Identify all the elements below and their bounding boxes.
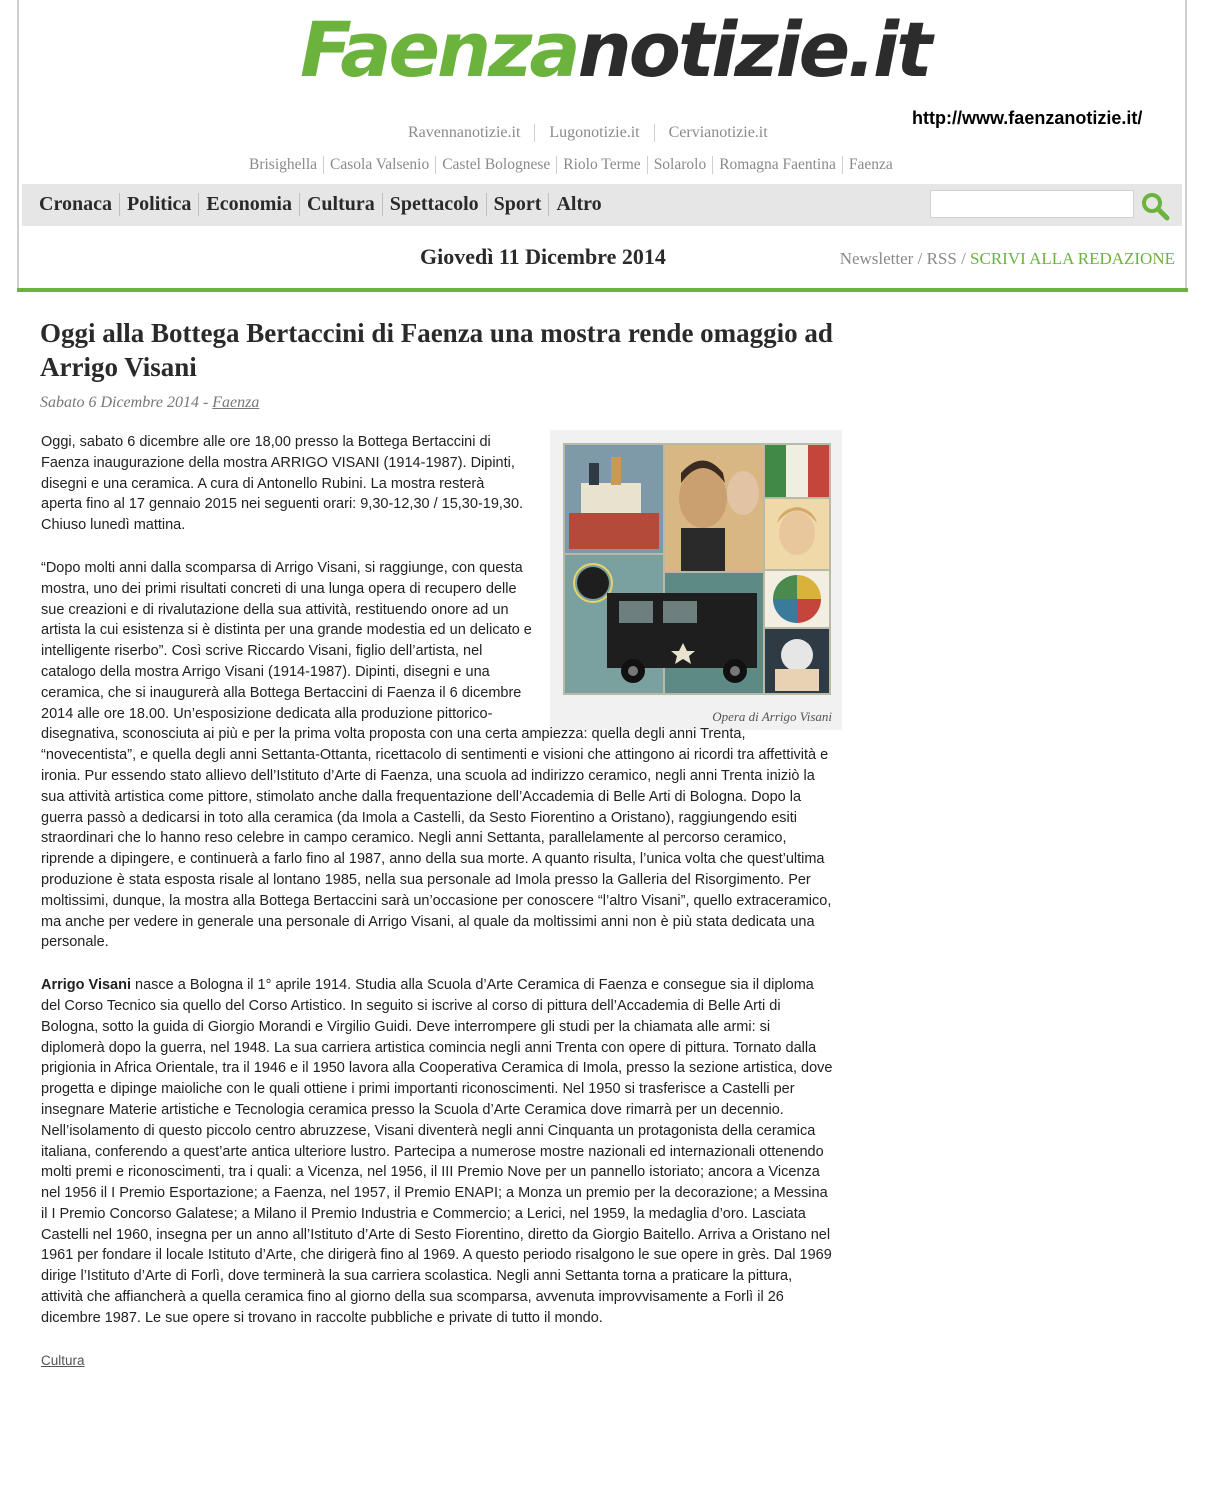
- bio-name: Arrigo Visani: [41, 977, 131, 994]
- sister-site-link[interactable]: Lugonotizie.it: [535, 124, 654, 142]
- sister-sites: [408, 124, 782, 142]
- logo-notizie: notizie.it: [577, 5, 930, 94]
- article-title: Oggi alla Bottega Bertaccini di Faenza una mostra rende omaggio ad Arrigo Visani: [40, 318, 833, 382]
- site-url: http://www.faenzanotizie.it/: [912, 108, 1143, 128]
- sister-site-link[interactable]: Ravennanotizie.it: [408, 124, 535, 142]
- link-separator: /: [956, 249, 971, 268]
- local-site-link[interactable]: Riolo Terme: [557, 156, 647, 174]
- local-site-link[interactable]: Castel Bolognese: [436, 156, 557, 174]
- header-divider: [17, 288, 1188, 292]
- article-category-link[interactable]: Cultura: [41, 1352, 85, 1368]
- link-separator: /: [913, 249, 927, 268]
- article-date: Sabato 6 Dicembre 2014: [40, 394, 199, 411]
- main-nav: [39, 193, 609, 216]
- current-date: Giovedì 11 Dicembre 2014: [420, 244, 666, 269]
- nav-item-economia[interactable]: Economia: [199, 193, 300, 216]
- local-site-link[interactable]: Solarolo: [648, 156, 714, 174]
- article-section-link[interactable]: Faenza: [212, 394, 260, 411]
- site-logo[interactable]: [300, 5, 930, 94]
- nav-item-sport[interactable]: Sport: [487, 193, 550, 216]
- nav-item-altro[interactable]: Altro: [556, 193, 602, 215]
- local-site-link[interactable]: Romagna Faentina: [713, 156, 843, 174]
- article-body: [41, 432, 835, 1371]
- search-button[interactable]: [1140, 191, 1170, 221]
- nav-item-cronaca[interactable]: Cronaca: [39, 193, 120, 216]
- top-links: [840, 249, 1175, 269]
- local-sites: [249, 156, 899, 174]
- article-paragraph-intro: Oggi, sabato 6 dicembre alle ore 18,00 presso la Bottega Bertaccini di Faenza inaugurazione della mostra ARRIGO VISANI (1914-1987). Dipinti, disegni e una ceramica. A cura di Antonello Rubini. La mostra resterà aperta fino al 17 gennaio 2015 nei seguenti orari: 9,30-12,30 / 15,30-19,30. Chiuso lunedì mattina.: [41, 434, 524, 534]
- meta-separator: -: [198, 394, 213, 411]
- nav-item-politica[interactable]: Politica: [120, 193, 199, 216]
- search-icon: [1140, 191, 1170, 221]
- newsletter-link[interactable]: Newsletter: [839, 249, 914, 268]
- nav-item-spettacolo[interactable]: Spettacolo: [383, 193, 487, 216]
- main-nav-bar: [22, 184, 1182, 226]
- article-paragraph-bio: [41, 975, 835, 1329]
- local-site-link[interactable]: Faenza: [848, 156, 893, 173]
- article-meta: [40, 394, 259, 412]
- logo-faenza: Faenza: [300, 5, 578, 94]
- search-input[interactable]: [930, 190, 1134, 218]
- local-site-link[interactable]: Brisighella: [249, 156, 324, 174]
- nav-item-cultura[interactable]: Cultura: [300, 193, 383, 216]
- image-caption: Opera di Arrigo Visani: [712, 709, 832, 724]
- article-paragraph-main: “Dopo molti anni dalla scomparsa di Arrigo Visani, si raggiunge, con questa mostra, uno dei primi risultati concreti di una lunga opera di recupero delle sue creazioni e di rivalutazione della sua attività, restituendo onore ad un artista la cui esistenza si è distinta per una grande modestia ed un delicato e intelligente riserbo”. Così scrive Riccardo Visani, figlio dell’artista, nel catalogo della mostra Arrigo Visani (1914-1987). Dipinti, disegni e una ceramica, che si inaugurerà alla Bottega Bertaccini di Faenza il 6 dicembre 2014 alle ore 18.00. Un’esposizione dedicata alla produzione pittorico-disegnativa, sconosciuta ai più e per la prima volta proposta con una certa ampiezza: quella degli anni Trenta, “novecentista”, e quella degli anni Settanta-Ottanta, ricettacolo di sentimenti e visioni che attingono ai ricordi tra affettività e ironia. Pur essendo stato allievo dell’Istituto d’Arte di Faenza, una scuola ad indirizzo ceramico, negli anni Trenta iniziò la sua attività artistica come pittore, stimolato anche dalla frequentazione dell’Accademia di Belle Arti di Bologna. Dopo la guerra passò a dedicarsi in toto alla ceramica (da Imola a Castelli, da Sesto Fiorentino a Oristano), raggiungendo esiti straordinari che lo hanno reso celebre in campo ceramico. Negli anni Settanta, parallelamente al percorso ceramico, riprende a dipingere, e continuerà a farlo fino al 1987, anno della sua morte. A quanto risulta, l’unica volta che quest’ultima produzione è stata esposta risale al lontano 1985, nella sua personale ad Imola presso la Galleria del Risorgimento. Per moltissimi, dunque, la mostra alla Bottega Bertaccini sarà un’occasione per conoscere “l’altro Visani”, quello extraceramico, ma anche per vedere in generale una personale di Arrigo Visani, al quale da moltissimi anni non è più stata dedicata una personale.: [41, 559, 832, 951]
- sister-site-link[interactable]: Cervianotizie.it: [668, 124, 768, 141]
- local-site-link[interactable]: Casola Valsenio: [324, 156, 436, 174]
- write-to-editorial-link[interactable]: SCRIVI ALLA REDAZIONE: [970, 249, 1175, 268]
- bio-text: nasce a Bologna il 1° aprile 1914. Studia alla Scuola d’Arte Ceramica di Faenza e consegue sia il diploma del Corso Tecnico sia quello del Corso Artistico. In seguito si iscrive al corso di pittura dell’Accademia di Belle Arti di Bologna, sotto la guida di Giorgio Morandi e Virgilio Guidi. Deve interrompere gli studi per la chiamata alle armi: si diplomerà dopo la guerra, nel 1948. La sua carriera artistica comincia negli anni Trenta con opere di pittura. Tornato dalla prigionia in Africa Orientale, tra il 1946 e il 1950 lavora alla Cooperativa Ceramica di Imola, presso la sezione artistica, dove progetta e dipinge maioliche con le quali ottiene i primi importanti riconoscimenti. Nel 1950 si trasferisce a Castelli per insegnare Materie artistiche e Tecnologia ceramica presso la Scuola d’Arte Ceramica dove rimarrà per un decennio. Nell’isolamento di questo piccolo centro abruzzese, Visani diventerà negli anni Cinquanta un protagonista della ceramica italiana, conferendo a quest’arte antica ulteriore lustro. Partecipa a numerose mostre nazionali ed internazionali ottenendo molti premi e riconoscimenti, tra i quali: a Vicenza, nel 1956, il III Premio Nove per un pannello istoriato; ancora a Vicenza nel 1956 il I Premio Esportazione; a Faenza, nel 1957, il Premio ENAPI; a Monza un premio per la decorazione; a Messina il I Premio Concorso Galatese; a Milano il Premio Industria e Commercio; a Lerici, nel 1959, la medaglia d’oro. Lasciata Castelli nel 1960, insegna per un anno all’Istituto d’Arte di Sesto Fiorentino, diretto da Giorgio Baitello. Arriva a Oristano nel 1961 per fondare il locale Istituto d’Arte, che dirigerà fino al 1969. A questo periodo risalgono le sue opere in grès. Dal 1969 dirige l’Istituto d’Arte di Forlì, dove terminerà la sua carriera scolastica. Negli anni Settanta torna a praticare la pittura, attività che affiancherà a quella ceramica fino al giorno della sua scomparsa, avvenuta improvvisamente a Forlì il 26 dicembre 1987. Le sue opere si trovano in raccolte pubbliche e private di tutto il mondo.: [41, 977, 833, 1326]
- rss-link[interactable]: RSS: [926, 249, 957, 268]
- image-float-spacer: [535, 432, 835, 722]
